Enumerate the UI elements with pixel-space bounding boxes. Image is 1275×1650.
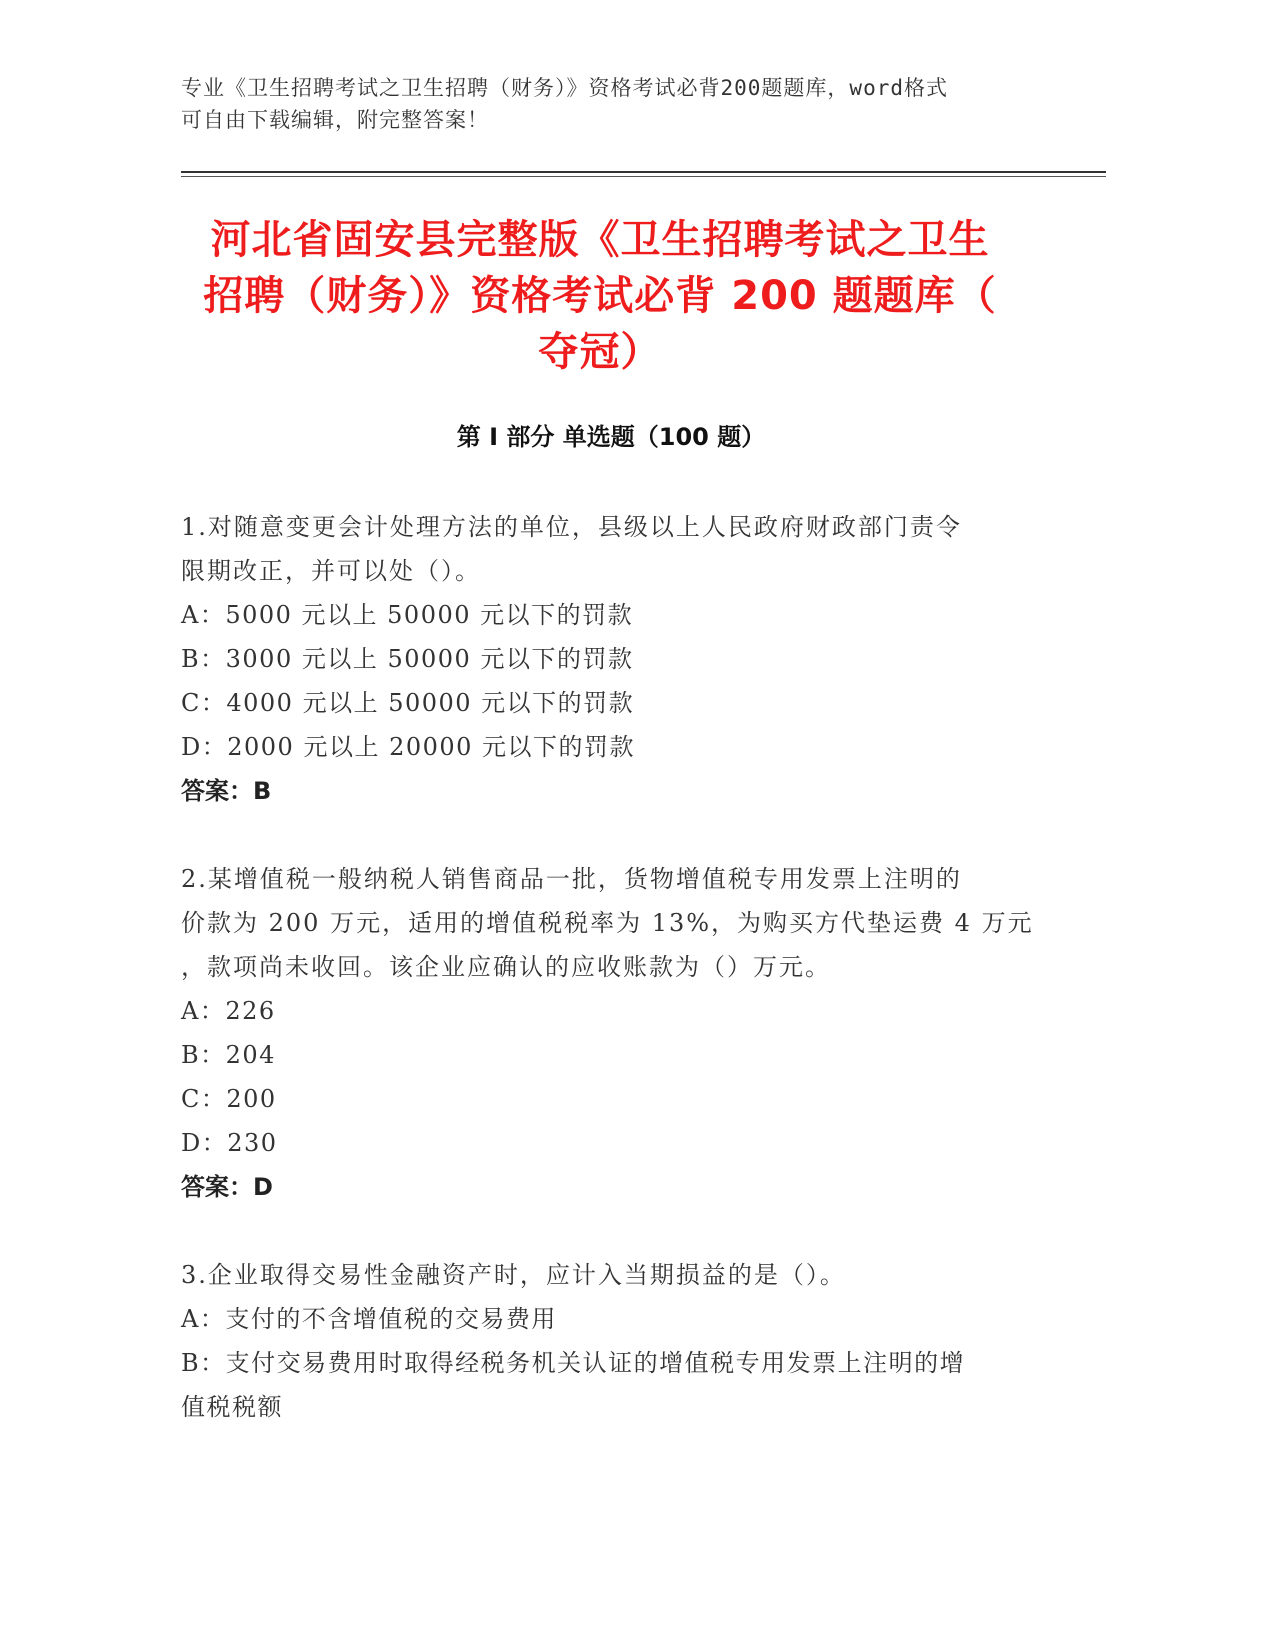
question-list xyxy=(181,505,1051,1473)
option-c: C：4000 元以上 50000 元以下的罚款 xyxy=(181,689,635,717)
intro-text xyxy=(181,72,1041,136)
intro-line: 专业《卫生招聘考试之卫生招聘（财务）》资格考试必背200题题库，word格式 xyxy=(181,76,948,100)
option-b: B：204 xyxy=(181,1041,276,1069)
question-line: 3.企业取得交易性金融资产时，应计入当期损益的是（）。 xyxy=(181,1261,846,1289)
question-line: 2.某增值税一般纳税人销售商品一批，货物增值税专用发票上注明的 xyxy=(181,865,962,893)
intro-line: 可自由下载编辑，附完整答案！ xyxy=(181,108,489,132)
question-text xyxy=(181,857,1051,989)
title-line: 河北省固安县完整版《卫生招聘考试之卫生 xyxy=(210,217,990,263)
option-line: B：支付交易费用时取得经税务机关认证的增值税专用发票上注明的增 xyxy=(181,1349,966,1377)
option-d: D：2000 元以上 20000 元以下的罚款 xyxy=(181,733,636,761)
question-item xyxy=(181,1253,1051,1429)
title-line: 招聘（财务）》资格考试必背 200 题题库（ xyxy=(203,273,997,319)
option-a: A：5000 元以上 50000 元以下的罚款 xyxy=(181,601,634,629)
question-text xyxy=(181,1253,1051,1297)
option-c: C：200 xyxy=(181,1085,277,1113)
document-title xyxy=(160,212,1040,380)
header-divider-thin xyxy=(181,176,1106,177)
option-b: B：3000 元以上 50000 元以下的罚款 xyxy=(181,645,634,673)
question-line: ，款项尚未收回。该企业应确认的应收账款为（）万元。 xyxy=(181,953,831,981)
question-item xyxy=(181,857,1051,1209)
question-text xyxy=(181,505,1051,593)
header-divider-thick xyxy=(181,171,1106,173)
option-line: 值税税额 xyxy=(181,1393,283,1421)
option-a: A：226 xyxy=(181,997,276,1025)
answer-label: 答案：B xyxy=(181,777,272,805)
option-b xyxy=(181,1341,1051,1429)
question-line: 限期改正，并可以处（）。 xyxy=(181,557,481,585)
answer-label: 答案：D xyxy=(181,1173,273,1201)
question-line: 价款为 200 万元，适用的增值税税率为 13%，为购买方代垫运费 4 万元 xyxy=(181,909,1034,937)
section-heading: 第 I 部分 单选题（100 题） xyxy=(456,423,766,451)
title-line: 夺冠） xyxy=(538,329,662,375)
question-line: 1.对随意变更会计处理方法的单位，县级以上人民政府财政部门责令 xyxy=(181,513,962,541)
option-a: A：支付的不含增值税的交易费用 xyxy=(181,1305,557,1333)
question-item xyxy=(181,505,1051,813)
option-d: D：230 xyxy=(181,1129,278,1157)
